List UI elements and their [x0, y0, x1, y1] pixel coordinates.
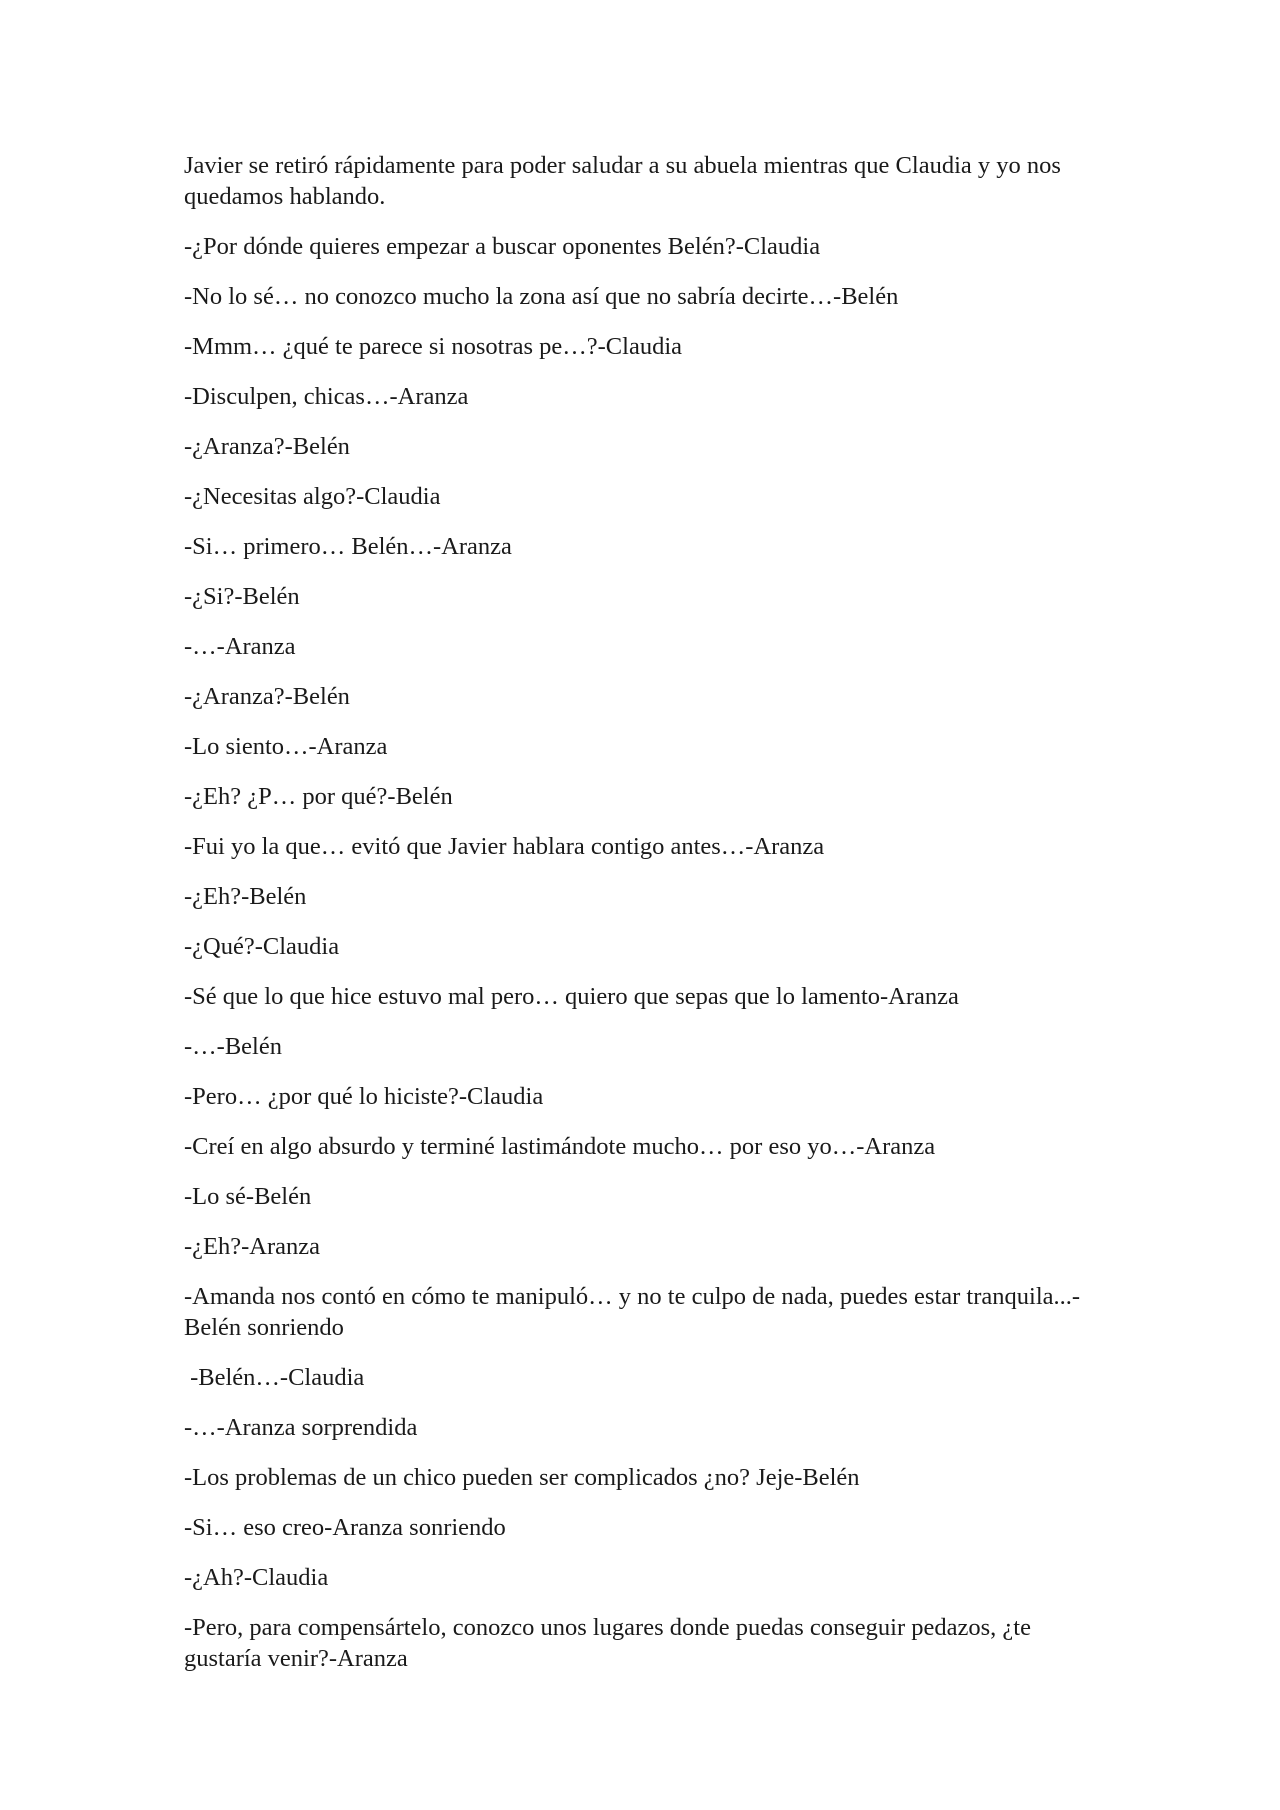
paragraph: -Disculpen, chicas…-Aranza	[184, 383, 469, 410]
paragraph: -¿Ah?-Claudia	[184, 1564, 329, 1591]
paragraph: -¿Aranza?-Belén	[184, 683, 350, 710]
paragraph: -…-Belén	[184, 1033, 282, 1060]
paragraph: -Belén…-Claudia	[184, 1364, 365, 1391]
paragraph: -Si… eso creo-Aranza sonriendo	[184, 1514, 506, 1541]
paragraph: -Pero, para compensártelo, conozco unos lugares donde puedas conseguir pedazos, ¿te gustaría venir?-Aranza	[184, 1614, 1038, 1672]
paragraph: -¿Eh?-Belén	[184, 883, 307, 910]
paragraph: -Pero… ¿por qué lo hiciste?-Claudia	[184, 1083, 544, 1110]
paragraph: Javier se retiró rápidamente para poder saludar a su abuela mientras que Claudia y yo nos quedamos hablando.	[184, 152, 1068, 210]
paragraph: -¿Eh? ¿P… por qué?-Belén	[184, 783, 453, 810]
paragraph: -¿Si?-Belén	[184, 583, 300, 610]
paragraph: -No lo sé… no conozco mucho la zona así que no sabría decirte…-Belén	[184, 283, 899, 310]
paragraph: -…-Aranza sorprendida	[184, 1414, 418, 1441]
paragraph: -¿Necesitas algo?-Claudia	[184, 483, 441, 510]
paragraph: -Si… primero… Belén…-Aranza	[184, 533, 512, 560]
document-body	[184, 150, 1084, 1693]
paragraph: -Mmm… ¿qué te parece si nosotras pe…?-Claudia	[184, 333, 683, 360]
paragraph: -Creí en algo absurdo y terminé lastimándote mucho… por eso yo…-Aranza	[184, 1133, 936, 1160]
paragraph: -Lo siento…-Aranza	[184, 733, 388, 760]
paragraph: -¿Por dónde quieres empezar a buscar oponentes Belén?-Claudia	[184, 233, 821, 260]
paragraph: -¿Eh?-Aranza	[184, 1233, 321, 1260]
paragraph: -Lo sé-Belén	[184, 1183, 312, 1210]
paragraph: -Sé que lo que hice estuvo mal pero… quiero que sepas que lo lamento-Aranza	[184, 983, 959, 1010]
paragraph: -…-Aranza	[184, 633, 296, 660]
paragraph: -Los problemas de un chico pueden ser complicados ¿no? Jeje-Belén	[184, 1464, 860, 1491]
paragraph: -Fui yo la que… evitó que Javier hablara contigo antes…-Aranza	[184, 833, 825, 860]
paragraph: -¿Aranza?-Belén	[184, 433, 350, 460]
paragraph: -¿Qué?-Claudia	[184, 933, 340, 960]
paragraph: -Amanda nos contó en cómo te manipuló… y no te culpo de nada, puedes estar tranquila...-Belén sonriendo	[184, 1283, 1081, 1341]
